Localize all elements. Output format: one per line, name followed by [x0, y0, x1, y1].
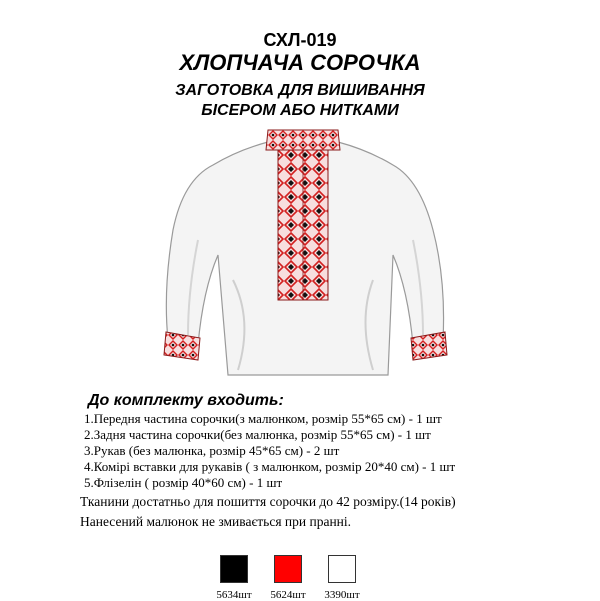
embroidered-shirt-icon [158, 120, 448, 385]
product-code: СХЛ-019 [263, 30, 337, 50]
kit-item: 3.Рукав (без малюнка, розмір 45*65 см) - 2 шт [84, 443, 340, 458]
swatch-label-white: 3390шт [324, 589, 360, 601]
product-sheet [70, 20, 530, 601]
subtitle-line-2: БІСЕРОМ АБО НИТКАМИ [201, 102, 399, 119]
kit-list [84, 411, 455, 491]
wash-note: Нанесений малюнок не змивається при пранні. [80, 514, 352, 529]
swatch-label-black: 5634шт [216, 589, 252, 601]
color-swatch-white [328, 555, 356, 583]
color-swatch-black [220, 555, 248, 583]
kit-item: 1.Передня частина сорочки(з малюнком, розмір 55*65 см) - 1 шт [84, 411, 442, 426]
kit-item: 5.Флізелін ( розмір 40*60 см) - 1 шт [84, 475, 283, 490]
page-title: ХЛОПЧАЧА СОРОЧКА [179, 50, 421, 75]
subtitle-line-1: ЗАГОТОВКА ДЛЯ ВИШИВАННЯ [175, 82, 425, 99]
kit-heading: До комплекту входить: [88, 392, 284, 409]
kit-item: 4.Комірі вставки для рукавів ( з малюнком, розмір 20*40 см) - 1 шт [84, 459, 456, 474]
swatch-label-red: 5624шт [270, 589, 306, 601]
fabric-note: Тканини достатньо для пошиття сорочки до 42 розміру.(14 років) [80, 494, 456, 509]
color-swatch-red [274, 555, 302, 583]
kit-item: 2.Задня частина сорочки(без малюнка, розмір 55*65 см) - 1 шт [84, 427, 431, 442]
